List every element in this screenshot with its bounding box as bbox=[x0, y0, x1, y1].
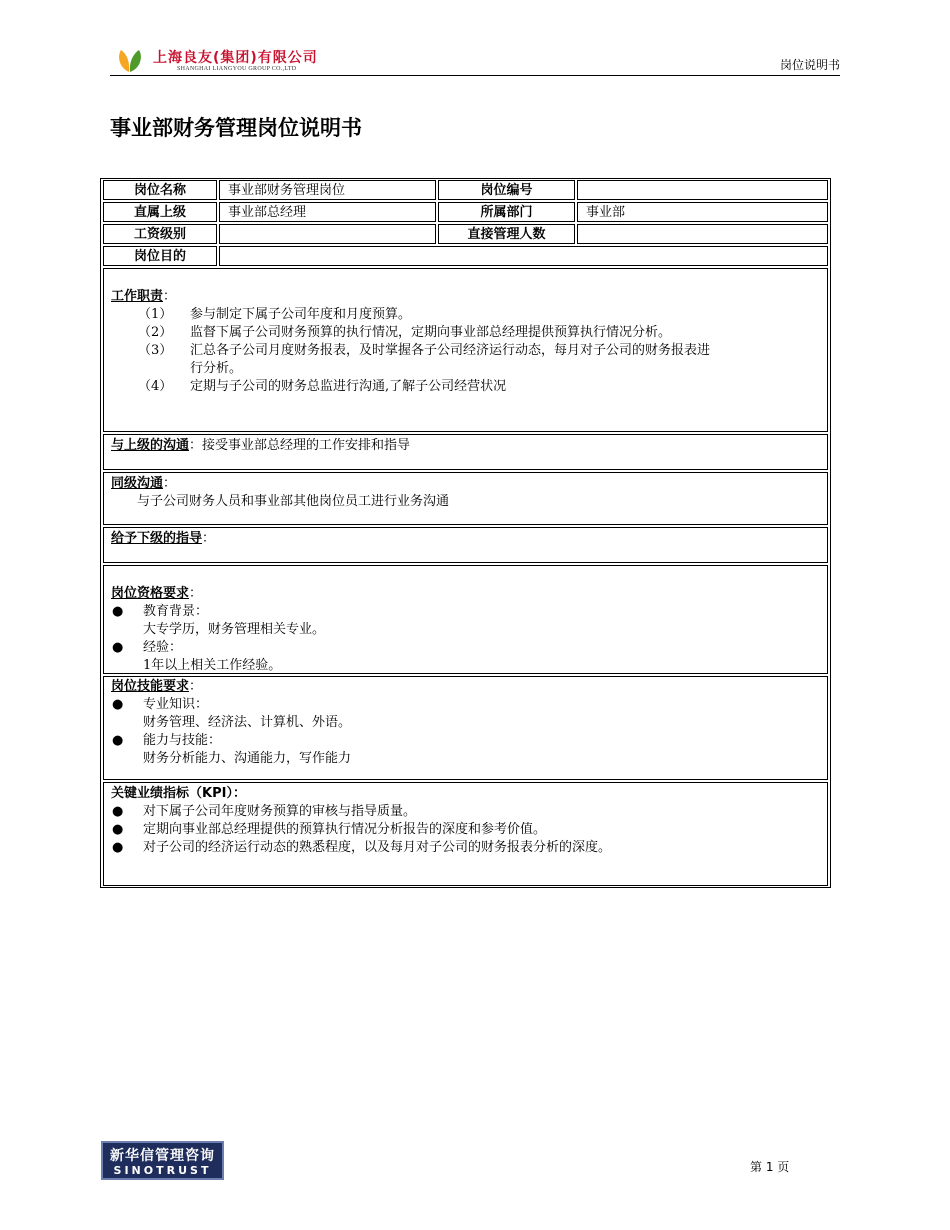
leaf-logo-icon bbox=[115, 46, 145, 74]
bullet-icon: ● bbox=[112, 604, 124, 619]
duty-item: （2） 监督下属子公司财务预算的执行情况，定期向事业部总经理提供预算执行情况分析。 bbox=[138, 325, 672, 340]
purpose-label: 岗位目的 bbox=[103, 246, 217, 266]
peer-text: 与子公司财务人员和事业部其他岗位员工进行业务沟通 bbox=[137, 494, 450, 509]
list-item-detail: 财务管理、经济法、计算机、外语。 bbox=[143, 715, 352, 730]
list-item: ● 能力与技能： bbox=[112, 733, 222, 748]
qualification-section: 岗位资格要求： ● 教育背景： 大专学历，财务管理相关专业。 ● 经验： 1年以上相关工作经验。 bbox=[103, 565, 828, 674]
upward-heading: 与上级的沟通 bbox=[111, 438, 190, 453]
downward-guidance-section: 给予下级的指导： bbox=[103, 527, 828, 563]
list-item: ● 对子公司的经济运行动态的熟悉程度，以及每月对子公司的财务报表分析的深度。 bbox=[112, 840, 612, 855]
direct-reports-label: 直接管理人数 bbox=[438, 224, 575, 244]
upward-text: ：接受事业部总经理的工作安排和指导 bbox=[189, 438, 411, 453]
footer-logo-en: SINOTRUST bbox=[113, 1164, 212, 1177]
position-name-value: 事业部财务管理岗位 bbox=[219, 180, 436, 200]
position-no-value bbox=[577, 180, 828, 200]
purpose-value bbox=[219, 246, 828, 266]
doc-type: 岗位说明书 bbox=[779, 58, 840, 72]
page-header bbox=[110, 44, 840, 76]
duties-heading: 工作职责 bbox=[111, 289, 164, 304]
superior-label: 直属上级 bbox=[103, 202, 217, 222]
upward-communication-section bbox=[103, 434, 828, 470]
company-logo bbox=[115, 46, 355, 74]
footer-logo-cn: 新华信管理咨询 bbox=[110, 1148, 215, 1164]
qualification-heading: 岗位资格要求 bbox=[111, 586, 190, 601]
list-item: ● 经验： bbox=[112, 640, 183, 655]
bullet-icon: ● bbox=[112, 822, 124, 837]
page-number: 第 1 页 bbox=[750, 1160, 790, 1174]
bullet-icon: ● bbox=[112, 840, 124, 855]
bullet-icon: ● bbox=[112, 697, 124, 712]
peer-communication-section: 同级沟通： 与子公司财务人员和事业部其他岗位员工进行业务沟通 bbox=[103, 472, 828, 525]
duties-section: 工作职责： （1） 参与制定下属子公司年度和月度预算。 （2） 监督下属子公司财务预算的执行情况，定期向事业部总经理提供预算执行情况分析。 （3） 汇总各子公司月度财务报表，及时掌握各子公司经济运行动态，每月对子公司的财务报表进 行分析。 （4） 定期与子公司的财务总监进行沟通,了解子公司经营状况 bbox=[103, 268, 828, 432]
skills-section: 岗位技能要求： ● 专业知识： 财务管理、经济法、计算机、外语。 ● 能力与技能： 财务分析能力、沟通能力，写作能力 bbox=[103, 676, 828, 780]
sinotrust-logo bbox=[101, 1141, 224, 1180]
list-item: ● 定期向事业部总经理提供的预算执行情况分析报告的深度和参考价值。 bbox=[112, 822, 547, 837]
kpi-section bbox=[103, 782, 828, 886]
bullet-icon: ● bbox=[112, 733, 124, 748]
bullet-icon: ● bbox=[112, 640, 124, 655]
list-item-detail: 1年以上相关工作经验。 bbox=[143, 658, 282, 673]
duty-item: （4） 定期与子公司的财务总监进行沟通,了解子公司经营状况 bbox=[138, 379, 507, 394]
skills-heading: 岗位技能要求 bbox=[111, 679, 190, 694]
list-item: ● 专业知识： bbox=[112, 697, 209, 712]
company-name-en: SHANGHAI LIANGYOU GROUP CO.,LTD bbox=[177, 66, 297, 72]
direct-reports-value bbox=[577, 224, 828, 244]
kpi-heading: 关键业绩指标（KPI）： bbox=[111, 786, 246, 801]
page-title: 事业部财务管理岗位说明书 bbox=[110, 116, 362, 140]
list-item: ● 对下属子公司年度财务预算的审核与指导质量。 bbox=[112, 804, 417, 819]
list-item-detail: 大专学历，财务管理相关专业。 bbox=[143, 622, 326, 637]
department-value: 事业部 bbox=[577, 202, 828, 222]
department-label: 所属部门 bbox=[438, 202, 575, 222]
position-name-label: 岗位名称 bbox=[103, 180, 217, 200]
peer-heading: 同级沟通 bbox=[111, 476, 164, 491]
salary-label: 工资级别 bbox=[103, 224, 217, 244]
position-no-label: 岗位编号 bbox=[438, 180, 575, 200]
list-item-detail: 财务分析能力、沟通能力，写作能力 bbox=[143, 751, 352, 766]
list-item: ● 教育背景： bbox=[112, 604, 209, 619]
downward-heading: 给予下级的指导 bbox=[111, 531, 203, 546]
company-name-cn: 上海良友(集团)有限公司 bbox=[153, 50, 318, 66]
salary-value bbox=[219, 224, 436, 244]
bullet-icon: ● bbox=[112, 804, 124, 819]
duty-item: （3） 汇总各子公司月度财务报表，及时掌握各子公司经济运行动态，每月对子公司的财务报表进 行分析。 bbox=[138, 343, 711, 376]
duty-item: （1） 参与制定下属子公司年度和月度预算。 bbox=[138, 307, 412, 322]
superior-value: 事业部总经理 bbox=[219, 202, 436, 222]
